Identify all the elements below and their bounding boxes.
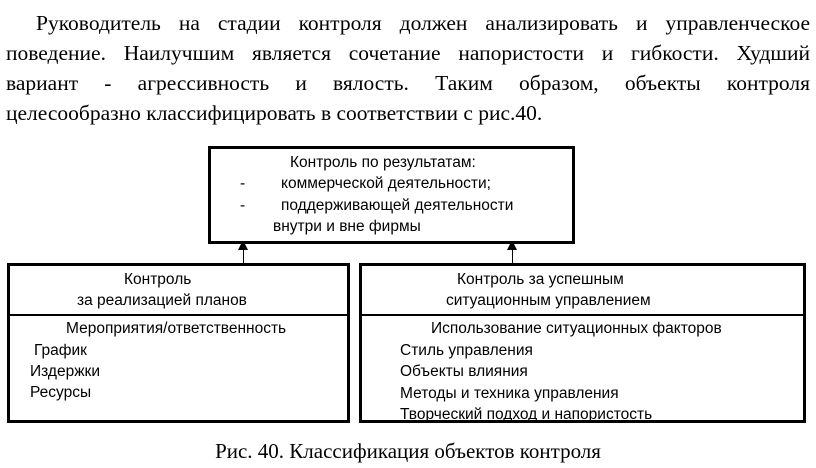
paragraph-line-1: Руководитель на стадии контроля должен анализировать и управленческое (36, 11, 810, 35)
situational-box-title-1: Контроль за успешным (457, 271, 624, 288)
plan-box-divider (10, 314, 347, 316)
plan-item: График (34, 342, 87, 359)
plan-box-title-2: за реализацией планов (77, 292, 247, 309)
support-activity-item-cont: внутри и вне фирмы (273, 218, 421, 235)
plan-box-title-1: Контроль (124, 271, 192, 288)
plan-box-subtitle: Мероприятия/ответственность (66, 320, 287, 337)
situational-box-title-2: ситуационным управлением (446, 292, 651, 309)
paragraph-line-2: поведение. Наилучшим является сочетание напористости и гибкости. Худший (6, 41, 810, 65)
plan-item: Ресурсы (30, 384, 92, 401)
list-dash: - (240, 197, 246, 214)
situational-box-subtitle: Использование ситуационных факторов (431, 320, 722, 337)
arrow-left-shaft (243, 250, 244, 264)
support-activity-item: поддерживающей деятельности (281, 197, 514, 214)
plan-implementation-box (7, 263, 350, 423)
arrow-right-shaft (512, 250, 513, 264)
figure-caption: Рис. 40. Классификация объектов контроля (215, 439, 601, 463)
list-dash: - (240, 175, 246, 192)
commercial-activity-item: коммерческой деятельности; (281, 175, 491, 192)
paragraph-line-3: вариант - агрессивность и вялость. Таким образом, объекты контроля (6, 71, 810, 95)
situational-item: Творческий подход и напористость (400, 406, 653, 423)
situational-item: Стиль управления (400, 342, 533, 359)
situational-item: Методы и техника управления (400, 385, 619, 402)
body-paragraph (6, 8, 810, 128)
situational-item: Объекты влияния (400, 363, 528, 380)
situational-box-divider (362, 314, 803, 316)
plan-item: Издержки (30, 363, 100, 380)
paragraph-line-4: целесообразно классифицировать в соответствии с рис.40. (6, 101, 543, 125)
results-control-title: Контроль по результатам: (290, 154, 476, 171)
situational-management-box (359, 263, 806, 423)
results-control-box (208, 146, 575, 244)
